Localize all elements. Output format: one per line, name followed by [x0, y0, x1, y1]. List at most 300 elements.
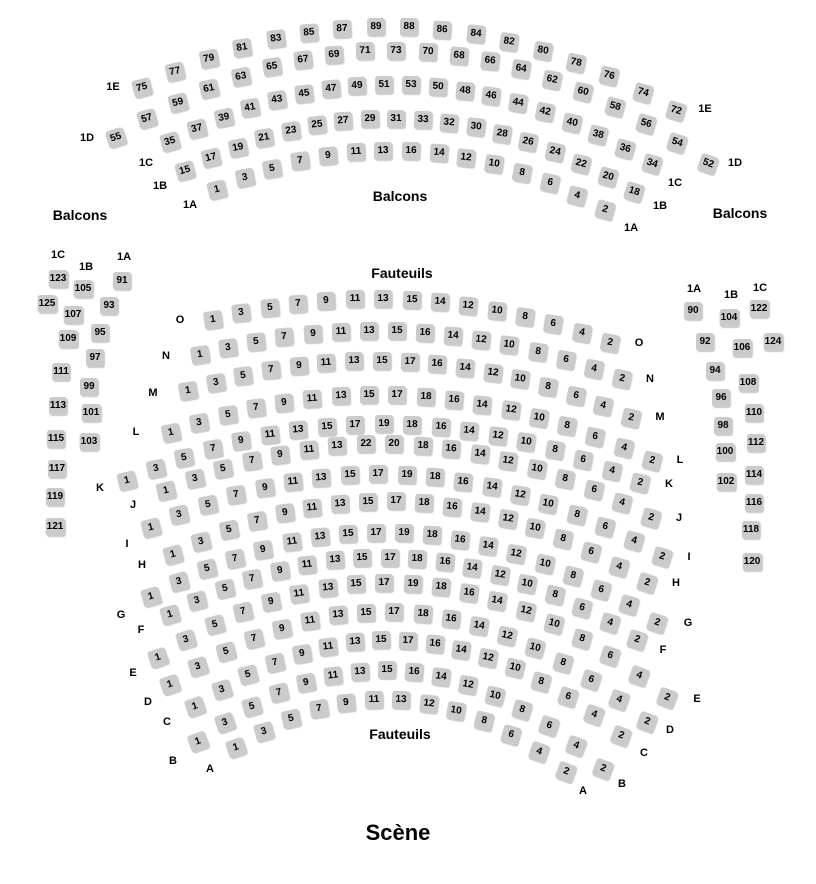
seat-balcony-1A-6[interactable]: 6 [539, 172, 560, 193]
seat-side-left-1B-115[interactable]: 115 [47, 430, 65, 448]
seat-balcony-1C-37[interactable]: 37 [186, 118, 208, 140]
seat-orchestra-C-13[interactable]: 13 [345, 633, 364, 652]
seat-orchestra-G-7[interactable]: 7 [225, 548, 246, 569]
seat-side-left-1B-109[interactable]: 109 [59, 330, 78, 348]
seat-orchestra-C-7[interactable]: 7 [264, 653, 285, 674]
seat-orchestra-E-8[interactable]: 8 [571, 628, 593, 650]
seat-balcony-1C-43[interactable]: 43 [267, 90, 287, 110]
seat-orchestra-H-2[interactable]: 2 [636, 572, 659, 595]
seat-orchestra-B-5[interactable]: 5 [241, 695, 263, 717]
seat-orchestra-K-8[interactable]: 8 [544, 440, 565, 461]
seat-orchestra-F-13[interactable]: 13 [325, 551, 344, 570]
seat-orchestra-I-8[interactable]: 8 [566, 504, 587, 525]
seat-side-left-1A-91[interactable]: 91 [113, 272, 131, 290]
seat-orchestra-I-16[interactable]: 16 [453, 472, 473, 492]
seat-orchestra-H-18[interactable]: 18 [414, 494, 433, 513]
seat-orchestra-E-17[interactable]: 17 [375, 574, 393, 592]
seat-orchestra-D-16[interactable]: 16 [441, 609, 461, 629]
seat-orchestra-G-12[interactable]: 12 [506, 544, 527, 565]
seat-balcony-1E-74[interactable]: 74 [632, 82, 654, 104]
seat-side-right-1A-94[interactable]: 94 [706, 362, 724, 380]
seat-balcony-1B-24[interactable]: 24 [544, 141, 565, 162]
seat-orchestra-F-7[interactable]: 7 [242, 569, 263, 590]
seat-orchestra-F-4[interactable]: 4 [598, 612, 620, 634]
seat-orchestra-D-12[interactable]: 12 [496, 625, 517, 646]
seat-side-left-1A-101[interactable]: 101 [82, 404, 101, 422]
seat-orchestra-D-4[interactable]: 4 [607, 688, 630, 711]
seat-balcony-1D-58[interactable]: 58 [604, 96, 626, 118]
seat-orchestra-M-9[interactable]: 9 [289, 356, 308, 375]
seat-orchestra-E-11[interactable]: 11 [289, 584, 309, 604]
seat-orchestra-F-14[interactable]: 14 [462, 558, 482, 578]
seat-balcony-1D-66[interactable]: 66 [480, 51, 500, 71]
seat-orchestra-J-13[interactable]: 13 [328, 437, 347, 456]
seat-orchestra-E-2[interactable]: 2 [655, 686, 678, 709]
seat-orchestra-D-8[interactable]: 8 [552, 652, 574, 674]
seat-balcony-1C-53[interactable]: 53 [402, 76, 420, 94]
seat-orchestra-H-12[interactable]: 12 [497, 509, 518, 530]
seat-side-left-1B-113[interactable]: 113 [49, 397, 67, 415]
seat-orchestra-I-6[interactable]: 6 [594, 516, 616, 538]
seat-orchestra-C-9[interactable]: 9 [291, 644, 312, 665]
seat-orchestra-E-19[interactable]: 19 [403, 575, 422, 594]
seat-orchestra-I-5[interactable]: 5 [197, 494, 218, 515]
seat-orchestra-J-2[interactable]: 2 [640, 507, 662, 529]
seat-orchestra-B-14[interactable]: 14 [431, 667, 451, 687]
seat-orchestra-C-11[interactable]: 11 [318, 637, 338, 657]
seat-orchestra-M-14[interactable]: 14 [455, 358, 474, 377]
seat-orchestra-I-2[interactable]: 2 [651, 546, 673, 568]
seat-orchestra-J-5[interactable]: 5 [213, 459, 234, 480]
seat-balcony-1C-38[interactable]: 38 [588, 124, 610, 146]
seat-orchestra-F-1[interactable]: 1 [159, 604, 181, 626]
seat-balcony-1A-7[interactable]: 7 [290, 151, 310, 171]
seat-orchestra-H-11[interactable]: 11 [303, 498, 323, 518]
seat-orchestra-K-4[interactable]: 4 [601, 460, 622, 481]
seat-orchestra-I-15[interactable]: 15 [340, 466, 359, 485]
seat-orchestra-B-7[interactable]: 7 [268, 683, 290, 705]
seat-orchestra-H-3[interactable]: 3 [190, 531, 212, 553]
seat-orchestra-L-3[interactable]: 3 [189, 413, 210, 434]
seat-orchestra-M-10[interactable]: 10 [510, 369, 530, 389]
seat-orchestra-E-3[interactable]: 3 [175, 629, 197, 651]
seat-balcony-1B-31[interactable]: 31 [387, 110, 405, 128]
seat-orchestra-L-6[interactable]: 6 [585, 426, 606, 447]
seat-balcony-1A-11[interactable]: 11 [346, 143, 365, 162]
seat-balcony-1C-35[interactable]: 35 [159, 131, 181, 153]
seat-orchestra-J-16[interactable]: 16 [442, 440, 461, 459]
seat-orchestra-G-15[interactable]: 15 [338, 525, 357, 544]
seat-balcony-1C-40[interactable]: 40 [561, 112, 582, 133]
seat-balcony-1D-52[interactable]: 52 [696, 152, 719, 175]
seat-balcony-1D-61[interactable]: 61 [199, 78, 220, 99]
seat-orchestra-K-5[interactable]: 5 [174, 448, 195, 469]
seat-orchestra-C-12[interactable]: 12 [477, 647, 498, 668]
seat-balcony-1A-13[interactable]: 13 [374, 141, 392, 159]
seat-orchestra-J-3[interactable]: 3 [184, 469, 205, 490]
seat-orchestra-J-22[interactable]: 22 [357, 435, 375, 453]
seat-orchestra-A-11[interactable]: 11 [364, 690, 382, 708]
seat-orchestra-H-15[interactable]: 15 [359, 492, 377, 510]
seat-orchestra-B-8[interactable]: 8 [511, 698, 533, 720]
seat-orchestra-I-9[interactable]: 9 [254, 478, 274, 498]
seat-orchestra-M-16[interactable]: 16 [428, 355, 447, 374]
seat-orchestra-A-1[interactable]: 1 [225, 737, 248, 760]
seat-orchestra-B-13[interactable]: 13 [351, 662, 370, 681]
seat-orchestra-J-6[interactable]: 6 [583, 479, 605, 501]
seat-orchestra-J-1[interactable]: 1 [155, 480, 177, 502]
seat-side-left-1C-123[interactable]: 123 [49, 270, 68, 288]
seat-balcony-1C-39[interactable]: 39 [213, 107, 234, 128]
seat-orchestra-N-7[interactable]: 7 [275, 328, 294, 347]
seat-orchestra-K-15[interactable]: 15 [317, 417, 336, 436]
seat-orchestra-N-1[interactable]: 1 [190, 345, 210, 365]
seat-orchestra-M-12[interactable]: 12 [483, 363, 503, 383]
seat-orchestra-K-11[interactable]: 11 [260, 425, 280, 445]
seat-orchestra-L-10[interactable]: 10 [529, 407, 550, 428]
seat-orchestra-K-16[interactable]: 16 [431, 418, 450, 437]
seat-side-right-1C-124[interactable]: 124 [764, 333, 783, 351]
seat-orchestra-H-10[interactable]: 10 [525, 518, 546, 539]
seat-orchestra-K-10[interactable]: 10 [516, 432, 536, 452]
seat-orchestra-I-14[interactable]: 14 [482, 477, 502, 497]
seat-side-right-1B-106[interactable]: 106 [733, 339, 752, 357]
seat-balcony-1A-8[interactable]: 8 [511, 162, 532, 183]
seat-orchestra-L-5[interactable]: 5 [217, 405, 237, 425]
seat-balcony-1E-85[interactable]: 85 [299, 23, 319, 43]
seat-orchestra-G-10[interactable]: 10 [534, 553, 555, 574]
seat-orchestra-G-19[interactable]: 19 [395, 524, 414, 543]
seat-orchestra-I-4[interactable]: 4 [623, 530, 645, 552]
seat-orchestra-O-9[interactable]: 9 [317, 291, 336, 310]
seat-side-right-1B-104[interactable]: 104 [720, 309, 739, 327]
seat-orchestra-H-7[interactable]: 7 [246, 511, 267, 532]
seat-orchestra-C-17[interactable]: 17 [399, 632, 418, 651]
seat-orchestra-A-12[interactable]: 12 [419, 694, 439, 714]
seat-orchestra-K-13[interactable]: 13 [288, 420, 307, 439]
seat-orchestra-I-3[interactable]: 3 [169, 505, 190, 526]
seat-orchestra-L-4[interactable]: 4 [613, 437, 635, 459]
seat-orchestra-F-11[interactable]: 11 [297, 555, 317, 575]
seat-orchestra-N-8[interactable]: 8 [527, 342, 547, 362]
seat-orchestra-A-5[interactable]: 5 [280, 708, 301, 729]
seat-side-right-1B-120[interactable]: 120 [743, 553, 762, 571]
seat-orchestra-F-5[interactable]: 5 [214, 578, 235, 599]
seat-orchestra-L-11[interactable]: 11 [303, 389, 322, 408]
seat-orchestra-B-6[interactable]: 6 [538, 715, 561, 738]
seat-orchestra-O-8[interactable]: 8 [515, 307, 535, 327]
seat-balcony-1D-67[interactable]: 67 [293, 50, 313, 70]
seat-balcony-1E-88[interactable]: 88 [400, 18, 418, 36]
seat-balcony-1A-9[interactable]: 9 [318, 146, 338, 166]
seat-balcony-1C-42[interactable]: 42 [534, 102, 555, 123]
seat-orchestra-M-17[interactable]: 17 [400, 353, 419, 372]
seat-orchestra-O-11[interactable]: 11 [346, 290, 364, 308]
seat-orchestra-J-4[interactable]: 4 [612, 492, 634, 514]
seat-side-right-1B-112[interactable]: 112 [747, 434, 765, 452]
seat-orchestra-F-10[interactable]: 10 [517, 574, 538, 595]
seat-orchestra-G-1[interactable]: 1 [140, 586, 162, 608]
seat-orchestra-E-1[interactable]: 1 [147, 647, 170, 670]
seat-orchestra-I-10[interactable]: 10 [538, 493, 559, 514]
seat-orchestra-G-5[interactable]: 5 [196, 559, 217, 580]
seat-orchestra-K-9[interactable]: 9 [231, 431, 251, 451]
seat-balcony-1D-71[interactable]: 71 [356, 42, 375, 61]
seat-side-left-1A-99[interactable]: 99 [80, 378, 98, 396]
seat-orchestra-C-15[interactable]: 15 [372, 631, 390, 649]
seat-orchestra-M-8[interactable]: 8 [538, 377, 559, 398]
seat-orchestra-B-4[interactable]: 4 [564, 735, 587, 758]
seat-orchestra-J-18[interactable]: 18 [413, 437, 432, 456]
seat-side-right-1C-122[interactable]: 122 [750, 300, 769, 318]
seat-orchestra-E-15[interactable]: 15 [347, 575, 366, 594]
seat-orchestra-K-3[interactable]: 3 [145, 458, 166, 479]
seat-orchestra-G-9[interactable]: 9 [253, 539, 274, 560]
seat-orchestra-G-11[interactable]: 11 [282, 532, 302, 552]
seat-balcony-1B-33[interactable]: 33 [413, 110, 432, 129]
seat-balcony-1D-54[interactable]: 54 [665, 131, 688, 154]
seat-orchestra-D-5[interactable]: 5 [215, 641, 237, 663]
seat-side-left-1B-121[interactable]: 121 [46, 518, 65, 536]
seat-balcony-1B-30[interactable]: 30 [466, 118, 486, 138]
seat-orchestra-L-16[interactable]: 16 [444, 390, 463, 409]
seat-orchestra-K-1[interactable]: 1 [116, 470, 138, 492]
seat-side-right-1A-98[interactable]: 98 [714, 417, 732, 435]
seat-orchestra-E-7[interactable]: 7 [232, 602, 253, 623]
seat-orchestra-B-10[interactable]: 10 [484, 685, 506, 707]
seat-orchestra-G-18[interactable]: 18 [423, 526, 442, 545]
seat-balcony-1B-17[interactable]: 17 [201, 148, 223, 170]
seat-orchestra-K-19[interactable]: 19 [374, 415, 392, 433]
seat-orchestra-J-11[interactable]: 11 [299, 440, 318, 459]
seat-side-right-1B-108[interactable]: 108 [739, 374, 758, 392]
seat-balcony-1B-29[interactable]: 29 [361, 110, 380, 129]
seat-balcony-1A-4[interactable]: 4 [566, 185, 588, 207]
seat-balcony-1A-10[interactable]: 10 [484, 154, 504, 174]
seat-orchestra-B-9[interactable]: 9 [296, 673, 317, 694]
seat-orchestra-M-11[interactable]: 11 [317, 354, 336, 373]
seat-balcony-1E-76[interactable]: 76 [598, 66, 620, 88]
seat-orchestra-D-18[interactable]: 18 [413, 605, 432, 624]
seat-orchestra-O-15[interactable]: 15 [402, 291, 421, 310]
seat-orchestra-N-2[interactable]: 2 [611, 368, 632, 389]
seat-orchestra-N-11[interactable]: 11 [331, 323, 350, 342]
seat-orchestra-N-4[interactable]: 4 [583, 358, 604, 379]
seat-orchestra-F-15[interactable]: 15 [353, 549, 372, 568]
seat-orchestra-A-2[interactable]: 2 [554, 760, 577, 783]
seat-orchestra-O-7[interactable]: 7 [288, 294, 307, 313]
seat-orchestra-O-4[interactable]: 4 [571, 323, 592, 344]
seat-side-left-1A-93[interactable]: 93 [100, 297, 118, 315]
seat-orchestra-I-19[interactable]: 19 [397, 466, 416, 485]
seat-balcony-1E-81[interactable]: 81 [232, 38, 253, 59]
seat-orchestra-D-15[interactable]: 15 [357, 603, 376, 622]
seat-orchestra-G-16[interactable]: 16 [450, 530, 470, 550]
seat-side-right-1B-118[interactable]: 118 [742, 521, 760, 539]
seat-orchestra-I-1[interactable]: 1 [140, 517, 162, 539]
seat-orchestra-O-2[interactable]: 2 [599, 332, 620, 353]
seat-orchestra-L-18[interactable]: 18 [416, 388, 435, 407]
seat-orchestra-L-17[interactable]: 17 [388, 386, 406, 404]
seat-side-right-1B-116[interactable]: 116 [745, 494, 763, 512]
seat-orchestra-D-7[interactable]: 7 [243, 628, 264, 649]
seat-orchestra-F-18[interactable]: 18 [408, 550, 427, 569]
seat-orchestra-M-1[interactable]: 1 [178, 381, 199, 402]
seat-orchestra-N-6[interactable]: 6 [555, 349, 576, 370]
seat-orchestra-N-9[interactable]: 9 [303, 325, 322, 344]
seat-side-left-1A-95[interactable]: 95 [91, 324, 109, 342]
seat-balcony-1E-84[interactable]: 84 [466, 25, 486, 45]
seat-orchestra-I-17[interactable]: 17 [369, 465, 387, 483]
seat-balcony-1A-16[interactable]: 16 [402, 142, 421, 161]
seat-orchestra-E-4[interactable]: 4 [627, 665, 650, 688]
seat-balcony-1C-49[interactable]: 49 [348, 77, 367, 96]
seat-orchestra-B-11[interactable]: 11 [323, 666, 343, 686]
seat-orchestra-C-14[interactable]: 14 [451, 640, 471, 660]
seat-orchestra-H-17[interactable]: 17 [387, 492, 405, 510]
seat-balcony-1B-26[interactable]: 26 [518, 132, 539, 153]
seat-orchestra-D-14[interactable]: 14 [468, 616, 489, 637]
seat-balcony-1E-78[interactable]: 78 [565, 52, 586, 73]
seat-orchestra-C-5[interactable]: 5 [237, 664, 259, 686]
seat-side-right-1A-102[interactable]: 102 [717, 473, 736, 491]
seat-orchestra-F-8[interactable]: 8 [544, 584, 566, 606]
seat-orchestra-D-2[interactable]: 2 [635, 710, 658, 733]
seat-orchestra-C-3[interactable]: 3 [210, 679, 232, 701]
seat-balcony-1E-82[interactable]: 82 [499, 31, 519, 51]
seat-orchestra-F-6[interactable]: 6 [571, 597, 593, 619]
seat-orchestra-C-6[interactable]: 6 [556, 686, 579, 709]
seat-side-right-1A-90[interactable]: 90 [684, 302, 702, 320]
seat-orchestra-K-17[interactable]: 17 [346, 415, 364, 433]
seat-balcony-1D-73[interactable]: 73 [387, 42, 405, 60]
seat-orchestra-K-18[interactable]: 18 [403, 416, 422, 435]
seat-orchestra-B-3[interactable]: 3 [214, 711, 237, 734]
seat-balcony-1E-83[interactable]: 83 [265, 29, 285, 49]
seat-orchestra-L-15[interactable]: 15 [360, 386, 378, 404]
seat-side-right-1B-114[interactable]: 114 [745, 466, 763, 484]
seat-balcony-1B-32[interactable]: 32 [439, 113, 458, 132]
seat-side-right-1A-100[interactable]: 100 [716, 443, 735, 461]
seat-balcony-1D-63[interactable]: 63 [230, 66, 251, 87]
seat-orchestra-M-15[interactable]: 15 [373, 352, 391, 370]
seat-balcony-1A-14[interactable]: 14 [429, 144, 448, 163]
seat-orchestra-E-14[interactable]: 14 [487, 591, 508, 612]
seat-balcony-1D-55[interactable]: 55 [105, 127, 128, 150]
seat-orchestra-O-14[interactable]: 14 [430, 293, 449, 312]
seat-orchestra-G-3[interactable]: 3 [168, 571, 190, 593]
seat-orchestra-C-10[interactable]: 10 [504, 658, 526, 680]
seat-orchestra-B-16[interactable]: 16 [404, 663, 423, 682]
seat-orchestra-M-5[interactable]: 5 [233, 366, 253, 386]
seat-balcony-1A-12[interactable]: 12 [457, 148, 477, 168]
seat-orchestra-H-16[interactable]: 16 [442, 497, 461, 516]
seat-orchestra-D-9[interactable]: 9 [272, 618, 293, 639]
seat-orchestra-K-7[interactable]: 7 [202, 439, 223, 460]
seat-orchestra-M-13[interactable]: 13 [345, 352, 363, 370]
seat-orchestra-A-3[interactable]: 3 [252, 721, 274, 743]
seat-orchestra-D-13[interactable]: 13 [329, 606, 348, 625]
seat-orchestra-B-15[interactable]: 15 [378, 661, 396, 679]
seat-orchestra-G-2[interactable]: 2 [646, 612, 669, 635]
seat-side-left-1A-97[interactable]: 97 [86, 349, 104, 367]
seat-balcony-1E-86[interactable]: 86 [433, 20, 452, 39]
seat-balcony-1B-19[interactable]: 19 [227, 137, 248, 158]
seat-orchestra-I-13[interactable]: 13 [312, 468, 331, 487]
seat-orchestra-N-16[interactable]: 16 [416, 324, 435, 343]
seat-balcony-1D-60[interactable]: 60 [573, 81, 595, 103]
seat-orchestra-O-5[interactable]: 5 [260, 298, 280, 318]
seat-orchestra-J-9[interactable]: 9 [270, 445, 290, 465]
seat-orchestra-C-16[interactable]: 16 [425, 634, 445, 654]
seat-orchestra-H-14[interactable]: 14 [470, 502, 490, 522]
seat-orchestra-M-3[interactable]: 3 [205, 372, 225, 392]
seat-side-left-1B-111[interactable]: 111 [52, 363, 70, 381]
seat-balcony-1D-62[interactable]: 62 [542, 69, 563, 90]
seat-balcony-1D-59[interactable]: 59 [167, 92, 189, 114]
seat-orchestra-M-7[interactable]: 7 [261, 360, 281, 380]
seat-orchestra-N-3[interactable]: 3 [218, 338, 238, 358]
seat-orchestra-J-12[interactable]: 12 [498, 450, 518, 470]
seat-orchestra-L-12[interactable]: 12 [500, 400, 520, 420]
seat-orchestra-G-14[interactable]: 14 [478, 536, 498, 556]
seat-orchestra-E-18[interactable]: 18 [431, 578, 451, 598]
seat-orchestra-A-8[interactable]: 8 [473, 710, 495, 732]
seat-balcony-1C-47[interactable]: 47 [321, 79, 340, 98]
seat-orchestra-D-1[interactable]: 1 [159, 674, 182, 697]
seat-orchestra-J-7[interactable]: 7 [241, 451, 261, 471]
seat-orchestra-A-10[interactable]: 10 [446, 700, 467, 721]
seat-orchestra-A-4[interactable]: 4 [527, 740, 550, 763]
seat-orchestra-N-12[interactable]: 12 [472, 330, 492, 350]
seat-balcony-1D-69[interactable]: 69 [324, 45, 343, 64]
seat-orchestra-L-2[interactable]: 2 [641, 450, 663, 472]
seat-balcony-1C-48[interactable]: 48 [455, 81, 475, 101]
seat-balcony-1E-77[interactable]: 77 [165, 62, 187, 84]
seat-orchestra-I-18[interactable]: 18 [425, 468, 444, 487]
seat-balcony-1D-65[interactable]: 65 [262, 57, 282, 77]
seat-orchestra-G-13[interactable]: 13 [310, 528, 329, 547]
seat-orchestra-L-7[interactable]: 7 [246, 398, 266, 418]
seat-balcony-1D-64[interactable]: 64 [511, 59, 532, 80]
seat-side-left-1C-125[interactable]: 125 [38, 295, 57, 313]
seat-balcony-1C-45[interactable]: 45 [294, 84, 314, 104]
seat-orchestra-M-6[interactable]: 6 [565, 386, 586, 407]
seat-orchestra-H-6[interactable]: 6 [580, 541, 602, 563]
seat-orchestra-H-9[interactable]: 9 [274, 503, 294, 523]
seat-balcony-1D-70[interactable]: 70 [418, 43, 437, 62]
seat-orchestra-H-8[interactable]: 8 [553, 528, 575, 550]
seat-balcony-1C-46[interactable]: 46 [481, 86, 501, 106]
seat-side-left-1B-107[interactable]: 107 [64, 306, 83, 324]
seat-orchestra-H-5[interactable]: 5 [218, 520, 239, 541]
seat-balcony-1B-22[interactable]: 22 [570, 153, 592, 175]
seat-orchestra-O-10[interactable]: 10 [487, 301, 507, 321]
seat-orchestra-E-12[interactable]: 12 [515, 601, 536, 622]
seat-orchestra-F-9[interactable]: 9 [270, 561, 290, 581]
seat-orchestra-L-8[interactable]: 8 [557, 416, 578, 437]
seat-balcony-1C-34[interactable]: 34 [641, 153, 664, 176]
seat-orchestra-G-17[interactable]: 17 [367, 523, 385, 541]
seat-orchestra-D-3[interactable]: 3 [187, 656, 209, 678]
seat-orchestra-A-13[interactable]: 13 [392, 691, 411, 710]
seat-orchestra-N-15[interactable]: 15 [388, 322, 406, 340]
seat-balcony-1C-41[interactable]: 41 [240, 97, 261, 118]
seat-balcony-1D-56[interactable]: 56 [634, 112, 656, 134]
seat-balcony-1B-28[interactable]: 28 [492, 124, 512, 144]
seat-orchestra-H-13[interactable]: 13 [331, 494, 350, 513]
seat-balcony-1C-44[interactable]: 44 [508, 93, 529, 114]
